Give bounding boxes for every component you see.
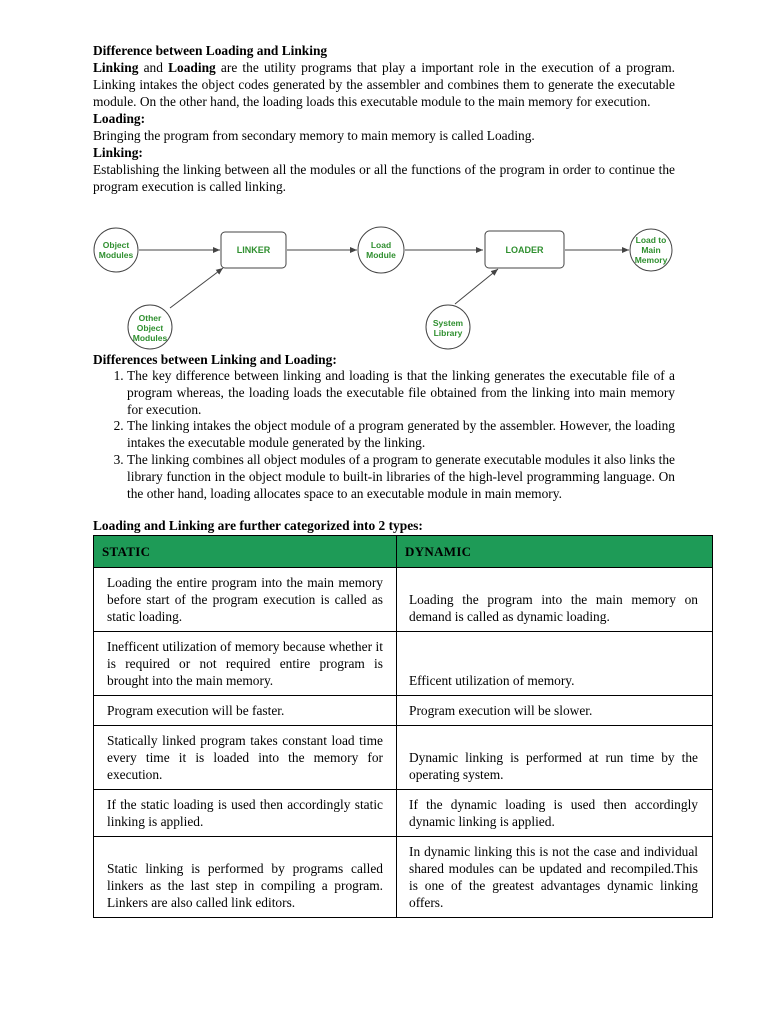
cell-dynamic: In dynamic linking this is not the case and individual shared modules can be updated and recompiled.This is one of the greatest advantages dynamic linking offers. [397, 837, 713, 918]
table-row [94, 837, 713, 918]
node-main-memory-line2: Main [641, 245, 661, 255]
intro-paragraph [93, 59, 675, 110]
table-row [94, 696, 713, 726]
differences-list [93, 368, 675, 502]
differences-heading: Differences between Linking and Loading: [93, 352, 337, 367]
node-object-modules [94, 228, 138, 272]
node-other-line1: Other [138, 313, 162, 323]
node-load-module [358, 227, 404, 273]
node-system-library [426, 305, 470, 349]
types-heading: Loading and Linking are further categorized into 2 types: [93, 518, 423, 533]
cell-static: Statically linked program takes constant load time every time it is loaded into the memory for execution. [94, 726, 397, 790]
types-section [93, 517, 713, 534]
list-item: 1. The key difference between linking and loading is that the linking generates the executable file of a program whereas, the loading loads the executable file obtained from the linking into main memory for execution. [127, 368, 675, 418]
table-row [94, 790, 713, 837]
cell-static: Program execution will be faster. [94, 696, 397, 726]
cell-static: Inefficent utilization of memory because whether it is required or not required entire program is brought into the main memory. [94, 632, 397, 696]
header-dynamic: DYNAMIC [397, 536, 713, 568]
cell-dynamic: Loading the program into the main memory on demand is called as dynamic loading. [397, 568, 713, 632]
node-load-module-line2: Module [366, 250, 396, 260]
cell-dynamic: Dynamic linking is performed at run time by the operating system. [397, 726, 713, 790]
differences-section [93, 351, 675, 502]
node-main-memory [630, 229, 672, 271]
loading-heading: Loading: [93, 111, 146, 126]
intro-term-loading: Loading [168, 60, 216, 75]
node-linker [221, 232, 286, 268]
linking-loading-diagram [93, 226, 675, 350]
comparison-table [93, 535, 713, 918]
node-main-memory-line3: Memory [634, 255, 668, 265]
node-main-memory-line1: Load to [635, 235, 667, 245]
table-row [94, 726, 713, 790]
node-other-line3: Modules [132, 333, 168, 343]
node-loader [485, 231, 564, 268]
node-system-library-line1: System [432, 318, 464, 328]
cell-static: Static linking is performed by programs called linkers as the last step in compiling a program. Linkers are also called link editors. [94, 837, 397, 918]
loading-definition: Bringing the program from secondary memory to main memory is called Loading. [93, 128, 535, 143]
node-load-module-line1: Load [370, 240, 392, 250]
node-other-line2: Object [136, 323, 164, 333]
linking-heading: Linking: [93, 145, 143, 160]
cell-dynamic: Efficent utilization of memory. [397, 632, 713, 696]
node-object-modules-line1: Object [102, 240, 130, 250]
list-item: 2. The linking intakes the object module of a program generated by the assembler. However, the loading intakes the executable module generated by the linking. [127, 418, 675, 452]
cell-static: Loading the entire program into the main memory before start of the program execution is called as static loading. [94, 568, 397, 632]
document-body [93, 42, 675, 195]
diagram-svg [93, 226, 675, 350]
cell-dynamic: Program execution will be slower. [397, 696, 713, 726]
node-linker-label: LINKER [236, 245, 271, 255]
node-other-object-modules [128, 305, 172, 349]
page-title: Difference between Loading and Linking [93, 43, 328, 58]
linking-definition: Establishing the linking between all the modules or all the functions of the program in order to continue the program execution is called linking. [93, 162, 675, 194]
list-item: 3. The linking combines all object modules of a program to generate executable modules it also links the library function in the object module to built-in libraries of the high-level programming language. On the other hand, loading allocates space to an executable module in main memory. [127, 452, 675, 502]
cell-dynamic: If the dynamic loading is used then accordingly dynamic linking is applied. [397, 790, 713, 837]
intro-and: and [143, 60, 163, 75]
intro-term-linking: Linking [93, 60, 139, 75]
node-system-library-line2: Library [433, 328, 463, 338]
table-row [94, 632, 713, 696]
cell-static: If the static loading is used then accordingly static linking is applied. [94, 790, 397, 837]
table-header-row [94, 536, 713, 568]
arrow-other-to-linker [170, 268, 223, 308]
node-loader-label: LOADER [505, 245, 544, 255]
header-static: STATIC [94, 536, 397, 568]
intro-text: are the utility programs that play a important role in the execution of a program. Linking intakes the object codes generated by the assembler and combines them to generate the executable module. On the other hand, the loading loads this executable module to the main memory for execution. [93, 60, 675, 109]
table-row [94, 568, 713, 632]
arrow-library-to-loader [455, 269, 498, 304]
node-object-modules-line2: Modules [98, 250, 134, 260]
